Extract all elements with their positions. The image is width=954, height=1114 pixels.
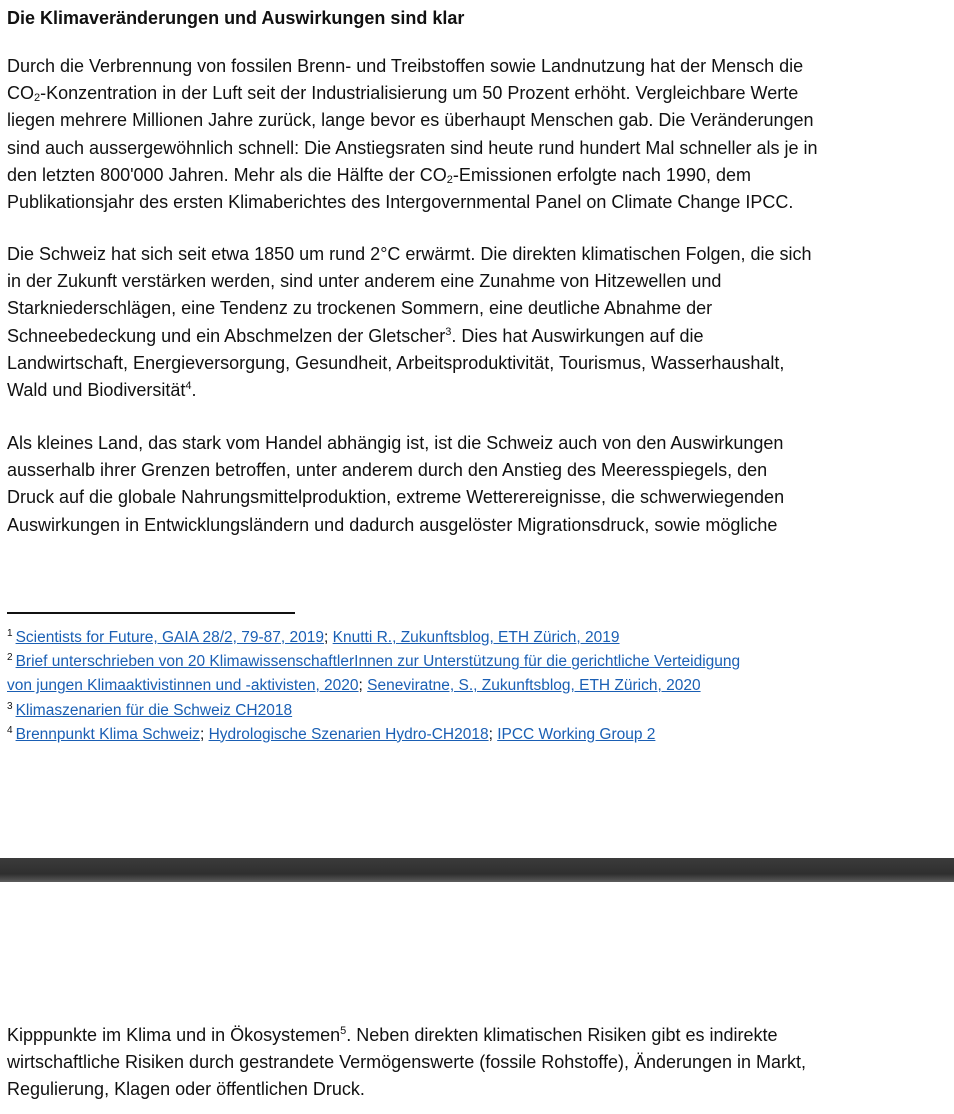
footnote-link[interactable]: Brief unterschrieben von 20 KlimawissenschaftlerInnen zur Unterstützung für die gerichtliche Verteidigung <box>15 653 741 671</box>
text-segment: CO <box>7 83 34 104</box>
footnote-link[interactable]: Knutti R., Zukunftsblog, ETH Zürich, 2019 <box>332 629 620 646</box>
text-line <box>7 189 952 216</box>
text-segment: Schneebedeckung und ein Abschmelzen der Gletscher <box>7 325 446 346</box>
separator: ; <box>199 725 209 743</box>
text-segment: Die Schweiz hat sich seit etwa 1850 um rund 2°C erwärmt. Die direkten klimatischen Folgen, die sich <box>7 244 812 264</box>
footnote-reference: 4 <box>185 380 192 393</box>
footnote-link[interactable]: Scientists for Future, GAIA 28/2, 79-87, 2019 <box>15 629 325 646</box>
footnote-link[interactable]: von jungen Klimaaktivistinnen und -aktivisten, 2020 <box>7 677 359 695</box>
text-line <box>7 484 952 511</box>
text-segment: Wald und Biodiversität <box>7 380 186 401</box>
footnote-1 <box>7 626 947 650</box>
text-segment: Durch die Verbrennung von fossilen Brenn- und Treibstoffen sowie Landnutzung hat der Mensch die <box>7 56 804 76</box>
text-line <box>7 241 952 268</box>
text-segment: ausserhalb ihrer Grenzen betroffen, unter anderem durch den Anstieg des Meeresspiegels, den <box>7 460 768 481</box>
footnote-link[interactable]: IPCC Working Group 2 <box>497 725 656 743</box>
text-line <box>7 674 947 698</box>
text-segment: Druck auf die globale Nahrungsmittelproduktion, extreme Wetterereignisse, die schwerwiegenden <box>7 487 785 508</box>
text-segment: Starkniederschlägen, eine Tendenz zu trockenen Sommern, eine deutliche Abnahme der <box>7 298 713 319</box>
footnotes <box>7 626 947 747</box>
text-line <box>7 323 952 350</box>
paragraph-global-effects <box>7 430 952 539</box>
footnote-reference: 5 <box>340 1025 347 1037</box>
paragraph-human-impact <box>7 53 952 216</box>
text-line <box>7 350 952 377</box>
separator: ; <box>488 725 498 743</box>
text-segment: Regulierung, Klagen oder öffentlichen Druck. <box>7 1079 365 1100</box>
footnote-number: 3 <box>7 700 13 712</box>
footnote-number: 2 <box>7 652 13 664</box>
text-segment: Publikationsjahr des ersten Klimaberichtes des Intergovernmental Panel on Climate Change IPCC. <box>7 192 794 213</box>
separator: ; <box>324 629 333 646</box>
paragraph-tipping-points <box>7 1022 952 1104</box>
text-segment: -Konzentration in der Luft seit der Industrialisierung um 50 Prozent erhöht. Vergleichbare Werte <box>40 83 799 104</box>
page-break-gap <box>0 858 954 882</box>
text-line <box>7 650 947 674</box>
text-segment: -Emissionen erfolgte nach 1990, dem <box>452 164 751 185</box>
text-line <box>7 268 952 295</box>
text-line <box>7 1076 952 1103</box>
text-line <box>7 626 947 650</box>
text-line <box>7 699 947 723</box>
separator: ; <box>358 677 368 695</box>
subscript: 2 <box>446 173 453 186</box>
text-line <box>7 80 952 107</box>
text-line <box>7 53 952 80</box>
text-line <box>7 1022 952 1049</box>
footnote-4 <box>7 723 947 747</box>
paragraph-switzerland-warming <box>7 241 952 404</box>
footnote-reference: 3 <box>445 325 452 338</box>
subscript: 2 <box>34 92 41 105</box>
text-line <box>7 723 947 747</box>
text-segment: liegen mehrere Millionen Jahre zurück, lange bevor es überhaupt Menschen gab. Die Veränderungen <box>7 110 814 131</box>
footnote-link[interactable]: Seneviratne, S., Zukunftsblog, ETH Zürich, 2020 <box>367 677 701 695</box>
text-segment: Als kleines Land, das stark vom Handel abhängig ist, ist die Schweiz auch von den Auswirkungen <box>7 433 784 453</box>
text-segment: den letzten 800'000 Jahren. Mehr als die Hälfte der CO <box>7 164 447 185</box>
footnote-link[interactable]: Brennpunkt Klima Schweiz <box>15 725 200 743</box>
text-segment: in der Zukunft verstärken werden, sind unter anderem eine Zunahme von Hitzewellen und <box>7 271 722 292</box>
text-line <box>7 512 952 539</box>
text-line <box>7 377 952 404</box>
text-segment: Landwirtschaft, Energieversorgung, Gesundheit, Arbeitsproduktivität, Tourismus, Wasserhaushalt, <box>7 352 785 373</box>
footnote-3 <box>7 699 947 723</box>
text-line <box>7 107 952 134</box>
footnote-link[interactable]: Hydrologische Szenarien Hydro-CH2018 <box>208 725 489 743</box>
text-segment: sind auch aussergewöhnlich schnell: Die Anstiegsraten sind heute rund hundert Mal schneller als je in <box>7 137 818 158</box>
text-segment: . <box>191 380 197 401</box>
text-line <box>7 457 952 484</box>
section-heading: Die Klimaveränderungen und Auswirkungen sind klar <box>7 8 465 28</box>
footnote-number: 4 <box>7 724 13 736</box>
text-segment: Auswirkungen in Entwicklungsländern und dadurch ausgelöster Migrationsdruck, sowie mögliche <box>7 514 778 535</box>
text-segment: wirtschaftliche Risiken durch gestrandete Vermögenswerte (fossile Rohstoffe), Änderungen in Markt, <box>7 1052 807 1073</box>
footnote-link[interactable]: Klimaszenarien für die Schweiz CH2018 <box>15 701 293 719</box>
text-segment: Kipppunkte im Klima und in Ökosystemen <box>7 1025 341 1045</box>
text-segment: . Neben direkten klimatischen Risiken gibt es indirekte <box>346 1025 778 1045</box>
text-line <box>7 135 952 162</box>
footnote-separator <box>7 612 295 614</box>
footnote-2 <box>7 650 947 698</box>
text-line <box>7 1049 952 1076</box>
text-line <box>7 295 952 322</box>
footnote-number: 1 <box>7 628 13 639</box>
text-segment: . Dies hat Auswirkungen auf die <box>451 325 704 346</box>
text-line <box>7 430 952 457</box>
text-line <box>7 162 952 189</box>
